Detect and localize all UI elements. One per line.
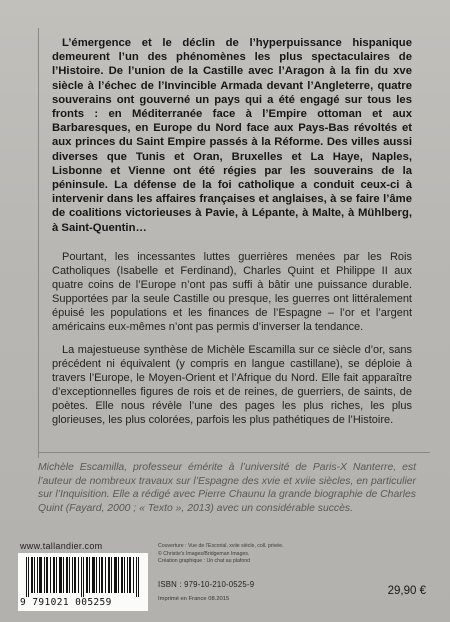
barcode [18, 553, 148, 611]
summary-paragraph-2: La majestueuse synthèse de Michèle Escamilla sur ce siècle d’or, sans précédent ni équivalent (y compris en langue castillane), se déploie à travers l’Europe, le Moyen-Orient et l’Afrique du Nord. Elle fait apparaître d’exceptionnelles figures de rois et de reines, de guerriers, de saints, de poètes. Elle nous révèle l’une des pages les plus riches, les plus glorieuses, les plus colorées, parfois les plus pathétiques de l’Histoire. [52, 344, 412, 426]
price: 29,90 € [387, 585, 426, 597]
credit-line: Couverture : Vue de l’Escorial, xviie siècle, coll. privée. [158, 543, 284, 549]
author-bio: Michèle Escamilla, professeur émérite à l’université de Paris-X Nanterre, est l’auteur de nombreux travaux sur l’Espagne des xvie et xviie siècles, en particulier sur l’Inquisition. Elle a rédigé avec Pierre Chaunu la grande biographie de Charles Quint (Fayard, 2000 ; « Texto », 2013) avec un considérable succès. [38, 462, 416, 514]
printed-date: Imprimé en France 08.2015 [158, 596, 230, 602]
isbn: ISBN : 979-10-210-0525-9 [158, 580, 255, 589]
cover-credits [158, 543, 298, 566]
publisher-url: www.tallandier.com [20, 541, 103, 551]
barcode-bars-icon [26, 557, 140, 597]
credit-line: © Christie’s Images/Bridgeman Images. [158, 550, 250, 557]
summary-paragraph-1: Pourtant, les incessantes luttes guerrières menées par les Rois Catholiques (Isabelle et Ferdinand), Charles Quint et Philippe II aux quatre coins de l’Europe n’ont pas suffi à bâtir une puissance durable. Supportées par la seule Castille ou presque, les guerres ont littéralement épuisé les populations et les finances de l’Espagne – l’or et l’argent américains eux-mêmes n’ont pas permis d’inverser la tendance. [52, 251, 412, 333]
bio-separator [38, 452, 430, 453]
barcode-digits: 9 791021 005259 [20, 597, 112, 608]
summary-bold-paragraph: L’émergence et le déclin de l’hyperpuissance hispanique demeurent l’un des phénomènes les plus spectaculaires de l’Histoire. De l’union de la Castille avec l’Aragon à la fin du xve siècle à l’échec de l’Invincible Armada devant l’Angleterre, quatre souverains ont gouverné un pays qui a été engagé sur tous les fronts : en Méditerranée face à l’Empire ottoman et aux Barbaresques, en Europe du Nord face aux Pays-Bas révoltés et aux princes du Saint Empire passés à la Réforme. Des villes aussi diverses que Tunis et Oran, Bruxelles et La Haye, Naples, Lisbonne et Vienne ont été régies par les souverains de la péninsule. La défense de la foi catholique a conduit ceux-ci à intervenir dans les affaires françaises et anglaises, à se faire l’âme de coalitions victorieuses à Pavie, à Lépante, à Malte, à Mühlberg, à Saint-Quentin… [52, 37, 412, 234]
credit-line: Création graphique : Un chat au plafond [158, 558, 250, 565]
